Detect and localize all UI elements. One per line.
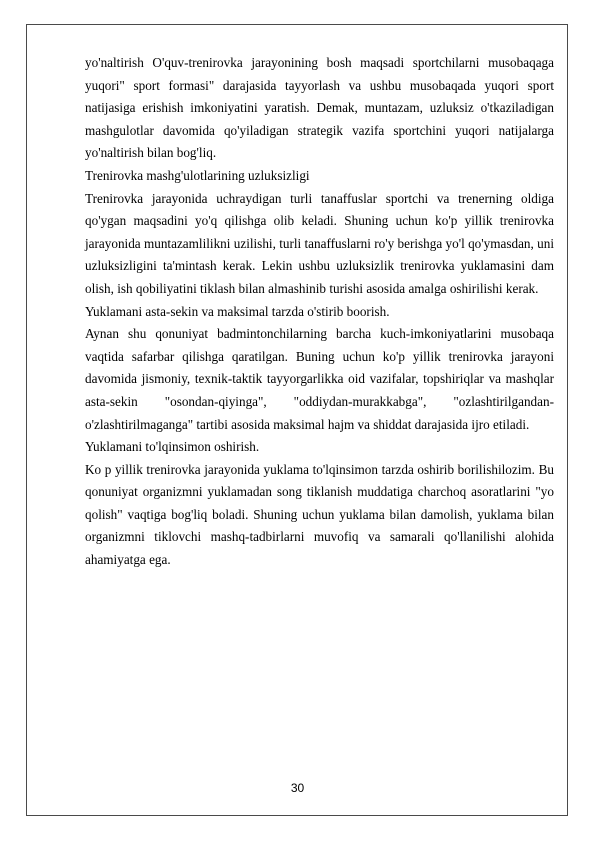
paragraph-gradual-load: Aynan shu qonuniyat badmintonchilarning barcha kuch-imkoniyatlarini musobaqa vaqtida safarbar qilishga qaratilgan. Buning uchun ko'p yillik trenirovka jarayoni davomida jismoniy, texnik-taktik tayyorgarlikka oid vazifalar, topshiriqlar va mashqlar asta-sekin "osondan-qiyinga", "oddiydan-murakkabga", "ozlashtirilgandan-o'zlashtirilmaganga" tartibi asosida maksimal hajm va shiddat darajasida ijro etiladi. bbox=[85, 326, 554, 432]
heading-continuity: Trenirovka mashg'ulotlarining uzluksizligi bbox=[85, 167, 310, 183]
heading-wave-load: Yuklamani to'lqinsimon oshirish. bbox=[85, 439, 260, 455]
paragraph-intro: yo'naltirish O'quv-trenirovka jarayonining bosh maqsadi sportchilarni musobaqaga yuqori" sport formasi" darajasida tayyorlash va ushbu musobaqada yuqori sport natijasiga erishish imkoniyatini yaratish. Demak, muntazam, uzluksiz o'tkaziladigan mashgulotlar davomida qo'yiladigan strategik vazifa sportchini yuqori natijalarga yo'naltirish bilan bog'liq. bbox=[85, 55, 554, 161]
paragraph-wave-load: Ko p yillik trenirovka jarayonida yuklama to'lqinsimon tarzda oshirib borilishilozim. Bu qonuniyat organizmni yuklamadan song tiklanish muddatiga charchoq asoratlarini "yo qolish" vaqtiga bog'liq boladi. Shuning uchun yuklama bilan damolish, yuklama bilan organizmni tiklovchi mashq-tadbirlarni muvofiq va samarali qo'llanilishi alohida ahamiyatga ega. bbox=[85, 461, 554, 568]
document-body bbox=[85, 52, 554, 572]
page-number: 30 bbox=[290, 781, 305, 795]
paragraph-continuity: Trenirovka jarayonida uchraydigan turli tanaffuslar sportchi va trenerning oldiga qo'ygan maqsadini yo'q qilishga olib keladi. Shuning uchun ko'p yillik trenirovka jarayonida muntazamlilikni uzilishi, turli tanaffuslarni ro'y berishga yo'l qo'ymasdan, uni uzluksizligini ta'mintash kerak. Lekin ushbu uzluksizlik trenirovka yuklamasini dam olish, ish qobiliyatini tiklash bilan almashinib turishi asosida amalga oshirilishi kerak. bbox=[85, 190, 554, 296]
heading-gradual-load: Yuklamani asta-sekin va maksimal tarzda o'stirib boorish. bbox=[85, 303, 390, 319]
